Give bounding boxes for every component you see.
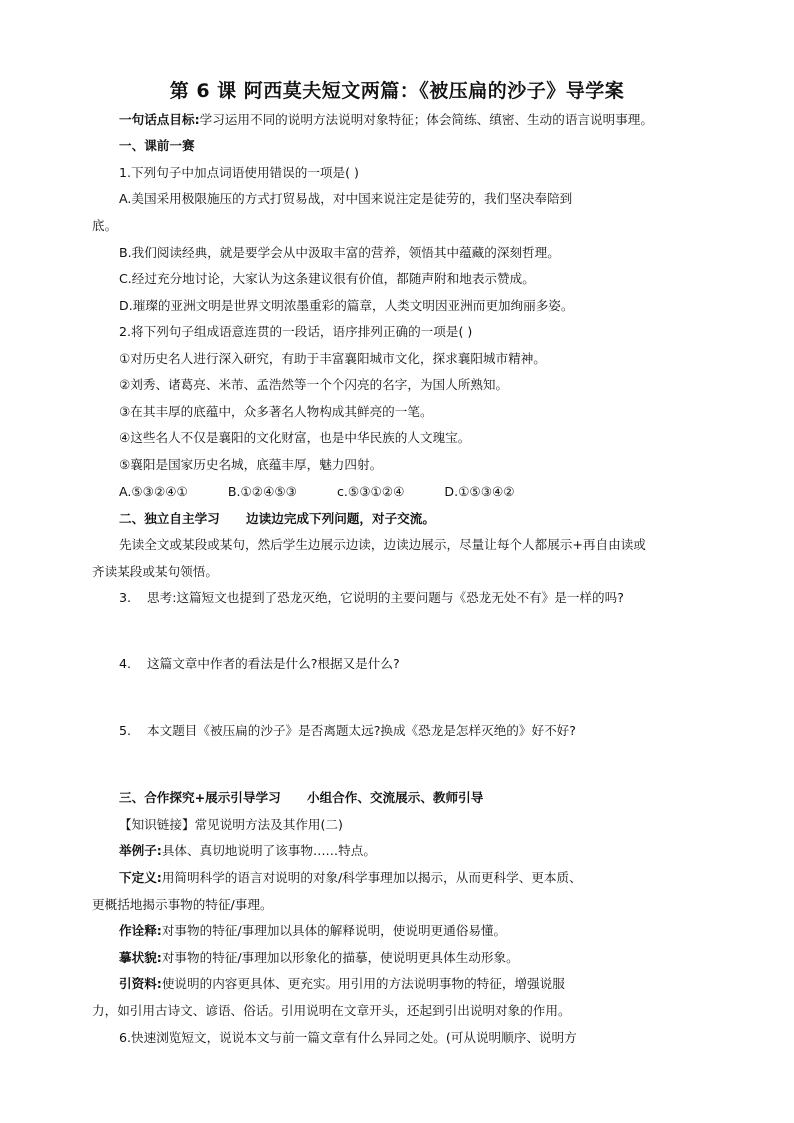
question-4 xyxy=(119,656,400,672)
question-3-number: 3. xyxy=(119,590,132,605)
method-example xyxy=(119,843,376,859)
method-example-text: 具体、真切地说明了该事物……特点。 xyxy=(161,843,376,858)
method-citation-cont: 力，如引用古诗文、谚语、俗话。引用说明在文章开头，还起到引出说明对象的作用。 xyxy=(92,1003,571,1018)
option-1b: B.我们阅读经典，就是要学会从中汲取丰富的营养，领悟其中蕴藏的深刻哲理。 xyxy=(119,245,560,260)
sentence-3: ③在其丰厚的底蕴中，众多著名人物构成其鲜亮的一笔。 xyxy=(119,404,433,419)
sentence-4: ④这些名人不仅是襄阳的文化财富，也是中华民族的人文瑰宝。 xyxy=(119,430,471,445)
section-1-heading: 一、课前一赛 xyxy=(119,138,195,153)
method-definition xyxy=(119,870,582,886)
method-definition-text: 用简明科学的语言对说明的对象/科学事理加以揭示，从而更科学、更本质、 xyxy=(161,870,582,885)
question-3 xyxy=(119,590,624,606)
goal-label: 一句话点目标: xyxy=(119,112,200,127)
option-1d: D.璀璨的亚洲文明是世界文明浓墨重彩的篇章，人类文明因亚洲而更加绚丽多姿。 xyxy=(119,298,574,313)
method-explanation xyxy=(119,923,506,939)
question-6: 6.快速浏览短文，说说本文与前一篇文章有什么异同之处。(可从说明顺序、说明方 xyxy=(119,1030,577,1045)
goal-line xyxy=(119,112,653,128)
option-1c: C.经过充分地讨论，大家认为这条建议很有价值，都随声附和地表示赞成。 xyxy=(119,271,535,286)
question-1: 1.下列句子中加点词语使用错误的一项是( ) xyxy=(119,165,359,180)
option-1a-cont: 底。 xyxy=(92,218,118,233)
section-3-heading: 三、合作探究+展示引导学习 小组合作、交流展示、教师引导 xyxy=(119,790,484,805)
method-description-text: 对事物的特征/事理加以形象化的描摹，使说明更具体生动形象。 xyxy=(161,950,519,965)
method-citation-text: 使说明的内容更具体、更充实。用引用的方法说明事物的特征，增强说服 xyxy=(161,976,565,991)
method-definition-label: 下定义: xyxy=(119,870,162,885)
knowledge-link: 【知识链接】常见说明方法及其作用(二) xyxy=(119,817,343,832)
section-2-intro: 先读全文或某段或某句，然后学生边展示边读，边读边展示，尽量让每个人都展示+再自由读或 xyxy=(119,537,646,552)
question-4-number: 4. xyxy=(119,656,132,671)
answer-options: A.⑤③②④① B.①②④⑤③ c.⑤③①②④ D.①⑤③④② xyxy=(119,484,515,499)
sentence-2: ②刘秀、诸葛亮、米芾、孟浩然等一个个闪亮的名字，为国人所熟知。 xyxy=(119,377,509,392)
section-2-intro-cont: 齐读某段或某句领悟。 xyxy=(92,564,218,579)
method-explanation-label: 作诠释: xyxy=(119,923,162,938)
method-definition-cont: 更概括地揭示事物的特征/事理。 xyxy=(92,897,273,912)
question-3-text: 思考:这篇短文也提到了恐龙灭绝，它说明的主要问题与《恐龙无处不有》是一样的吗? xyxy=(147,590,624,605)
question-5-number: 5. xyxy=(119,723,132,738)
sentence-1: ①对历史名人进行深入研究，有助于丰富襄阳城市文化，探求襄阳城市精神。 xyxy=(119,351,546,366)
question-2: 2.将下列句子组成语意连贯的一段话，语序排列正确的一项是( ) xyxy=(119,324,473,339)
question-4-text: 这篇文章中作者的看法是什么?根据又是什么? xyxy=(147,656,400,671)
method-citation xyxy=(119,976,565,992)
method-example-label: 举例子: xyxy=(119,843,162,858)
section-2-heading: 二、独立自主学习 边读边完成下列问题，对子交流。 xyxy=(119,511,435,526)
question-5-text: 本文题目《被压扁的沙子》是否离题太远?换成《恐龙是怎样灭绝的》好不好? xyxy=(147,723,576,738)
page-title: 第 6 课 阿西莫夫短文两篇：《被压扁的沙子》导学案 xyxy=(169,80,625,102)
goal-text: 学习运用不同的说明方法说明对象特征；体会简练、缜密、生动的语言说明事理。 xyxy=(199,112,653,127)
method-description-label: 摹状貌: xyxy=(119,950,162,965)
option-1a: A.美国采用极限施压的方式打贸易战，对中国来说注定是徒劳的，我们坚决奉陪到 xyxy=(119,191,573,206)
method-explanation-text: 对事物的特征/事理加以具体的解释说明，使说明更通俗易懂。 xyxy=(161,923,507,938)
question-5 xyxy=(119,723,576,739)
method-citation-label: 引资料: xyxy=(119,976,162,991)
sentence-5: ⑤襄阳是国家历史名城，底蕴丰厚，魅力四射。 xyxy=(119,457,383,472)
method-description xyxy=(119,950,519,966)
